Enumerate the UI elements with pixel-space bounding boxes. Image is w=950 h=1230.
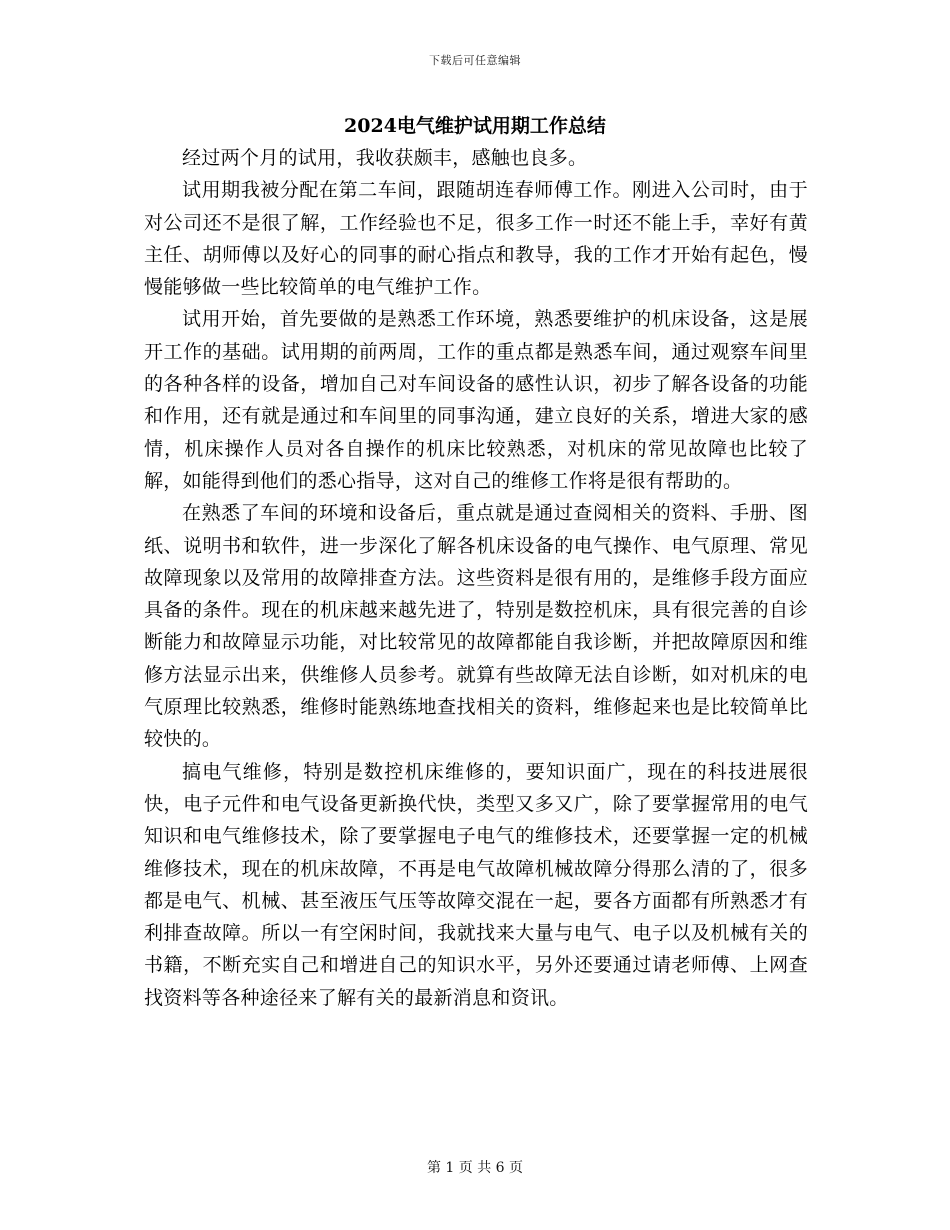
body-paragraph-3: 试用开始，首先要做的是熟悉工作环境，熟悉要维护的机床设备，这是展开工作的基础。试用期的前两周，工作的重点都是熟悉车间，通过观察车间里的各种各样的设备，增加自己对车间设备的感性认识，初步了解各设备的功能和作用，还有就是通过和车间里的同事沟通，建立良好的关系，增进大家的感情，机床操作人员对各自操作的机床比较熟悉，对机床的常见故障也比较了解，如能得到他们的悉心指导，这对自己的维修工作将是很有帮助的。 xyxy=(144,308,808,492)
document-body xyxy=(144,142,808,1014)
body-paragraph-5: 搞电气维修，特别是数控机床维修的，要知识面广，现在的科技进展很快，电子元件和电气设备更新换代快，类型又多又广，除了要掌握常用的电气知识和电气维修技术，除了要掌握电子电气的维修技术，还要掌握一定的机械维修技术，现在的机床故障，不再是电气故障机械故障分得那么清的了，很多都是电气、机械、甚至液压气压等故障交混在一起，要各方面都有所熟悉才有利排查故障。所以一有空闲时间，我就找来大量与电气、电子以及机械有关的书籍，不断充实自己和增进自己的知识水平，另外还要通过请老师傅、上网查找资料等各种途径来了解有关的最新消息和资讯。 xyxy=(144,760,808,1009)
page-header-note: 下载后可任意编辑 xyxy=(429,54,521,67)
body-paragraph-2: 试用期我被分配在第二车间，跟随胡连春师傅工作。刚进入公司时，由于对公司还不是很了解，工作经验也不足，很多工作一时还不能上手，幸好有黄主任、胡师傅以及好心的同事的耐心指点和教导，我的工作才开始有起色，慢慢能够做一些比较简单的电气维护工作。 xyxy=(144,179,808,299)
page-number-footer: 第 1 页 共 6 页 xyxy=(426,1160,524,1176)
body-paragraph-4: 在熟悉了车间的环境和设备后，重点就是通过查阅相关的资料、手册、图纸、说明书和软件，进一步深化了解各机床设备的电气操作、电气原理、常见故障现象以及常用的故障排查方法。这些资料是很有用的，是维修手段方面应具备的条件。现在的机床越来越先进了，特别是数控机床，具有很完善的自诊断能力和故障显示功能，对比较常见的故障都能自我诊断，并把故障原因和维修方法显示出来，供维修人员参考。就算有些故障无法自诊断，如对机床的电气原理比较熟悉，维修时能熟练地查找相关的资料，维修起来也是比较简单比较快的。 xyxy=(144,502,808,751)
document-title: 2024电气维护试用期工作总结 xyxy=(344,115,606,137)
body-paragraph-1: 经过两个月的试用，我收获颇丰，感触也良多。 xyxy=(182,147,588,169)
